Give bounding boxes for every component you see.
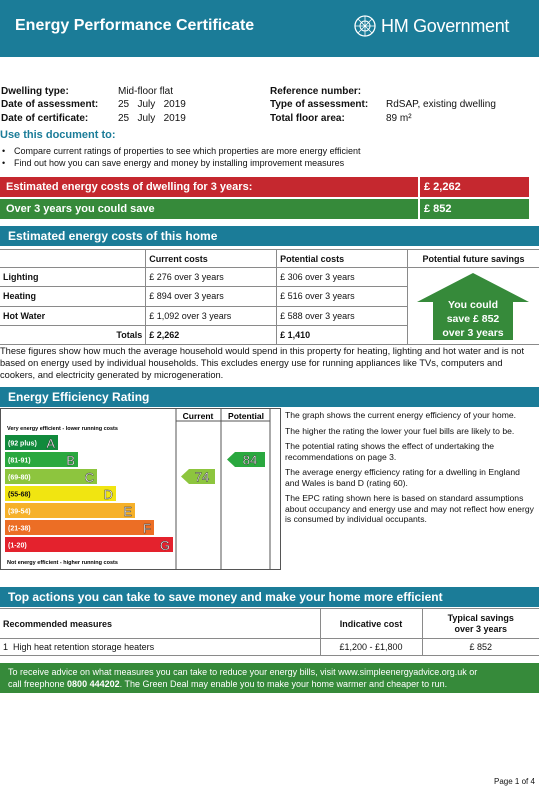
dwelling-type-value: Mid-floor flat [118,86,174,97]
advice-line-1: To receive advice on what measures you can take to reduce your energy bills, visit www.simpleenergyadvice.org.uk or [8,667,478,677]
table-row [0,639,539,656]
bottom-note: Not energy efficient - higher running costs [7,560,118,566]
advice-line-2: call freephone 0800 444202. The Green Deal may enable you to make your home warmer and cheaper to run. [8,679,448,689]
explanation-text: The potential rating shows the effect of undertaking the recommendations on page 3. [285,441,495,462]
logo-text: HM Government [381,15,510,36]
dwelling-type-label: Dwelling type: [1,86,69,97]
header-measures: Recommended measures [0,609,320,639]
band-letter-label: B [66,453,75,468]
savings-bar [0,199,529,219]
totals-potential: £ 1,410 [277,325,408,344]
floor-area-value: 89 m² [386,113,412,124]
row-potential: £ 516 over 3 years [277,287,408,306]
band-range-label: (92 plus) [8,440,37,448]
header-potential-costs: Potential costs [277,250,408,268]
band-range-label: (69-80) [8,474,31,482]
actions-table [0,608,539,656]
savings-arrow-cell [407,268,539,345]
band-range-label: (1-20) [8,542,27,550]
savings-line-1: You could [447,299,498,311]
row-current: £ 1,092 over 3 years [146,306,277,325]
totals-label: Totals [0,325,146,344]
band-letter-label: E [123,504,132,519]
explanation-text: The average energy efficiency rating for a dwelling in England and Wales is band D (rating 60). [285,467,520,488]
section-energy-efficiency: Energy Efficiency Rating [0,387,539,407]
savings-line-2: save £ 852 [446,313,500,325]
table-header-row [0,609,539,639]
page-number: Page 1 of 4 [494,777,535,786]
row-potential: £ 588 over 3 years [277,306,408,325]
measure-name: High heat retention storage heaters [13,642,155,652]
crest-icon [354,15,376,37]
estimated-costs-value: £ 2,262 [424,181,461,193]
costs-table [0,249,539,345]
row-label: Hot Water [0,306,146,325]
type-assessment-value: RdSAP, existing dwelling [386,99,496,110]
measure-number: 1 [3,642,9,652]
advice-footer [0,663,539,693]
band-letter-label: G [159,538,170,553]
explanation-text: The higher the rating the lower your fuel bills are likely to be. [285,425,515,436]
row-label: Heating [0,287,146,306]
efficiency-rating-chart [1,409,280,569]
section-estimated-costs: Estimated energy costs of this home [0,226,539,246]
bullet-item: • Find out how you can save energy and money by installing improvement measures [2,158,345,168]
hm-government-logo [354,15,509,37]
measure-cell [0,639,320,656]
current-header: Current [182,411,214,421]
explanation-text: The EPC rating shown here is based on standard assumptions about occupancy and energy use and may not reflect how energy is consumed by individual occupants. [285,493,534,524]
band-range-label: (81-91) [8,457,31,465]
savings-label: Over 3 years you could save [6,203,155,215]
row-current: £ 276 over 3 years [146,268,277,287]
band-letter-label: D [103,487,113,502]
row-label: Lighting [0,268,146,287]
header-current-costs: Current costs [146,250,277,268]
totals-current: £ 2,262 [146,325,277,344]
rating-markers [181,452,265,485]
efficiency-explanation [285,410,535,530]
potential-header: Potential [228,411,264,421]
section-top-actions: Top actions you can take to save money and make your home more efficient [0,587,539,607]
header-future-savings: Potential future savings [407,250,539,268]
rating-band-g [5,537,173,552]
savings-line-3: over 3 years [442,327,504,339]
row-potential: £ 306 over 3 years [277,268,408,287]
rating-bands [5,435,173,553]
freephone-number: 0800 444202 [67,679,120,689]
band-range-label: (39-54) [8,508,31,516]
potential-rating-value: 84 [242,452,258,468]
date-certificate-label: Date of certificate: [1,113,89,124]
date-assessment-value: 25 July 2019 [118,99,186,110]
band-range-label: (21-38) [8,525,31,533]
savings-value: £ 852 [424,203,452,215]
explanation-text: The graph shows the current energy efficiency of your home. [285,410,517,420]
table-row [0,268,539,287]
row-current: £ 894 over 3 years [146,287,277,306]
band-letter-label: C [84,470,94,485]
measure-cost: £1,200 - £1,800 [320,639,422,656]
bullet-item: • Compare current ratings of properties to see which properties are more energy efficient [2,146,361,156]
header-savings: Typical savings over 3 years [422,609,539,639]
estimated-costs-label: Estimated energy costs of dwelling for 3 years: [6,181,253,193]
header-banner [0,0,539,57]
energy-efficiency-graph [0,408,281,570]
savings-arrow [408,268,539,344]
bar-divider [418,177,420,197]
header-cost: Indicative cost [320,609,422,639]
band-letter-label: F [143,521,151,536]
floor-area-label: Total floor area: [270,113,345,124]
current-rating-value: 74 [194,469,210,485]
measure-saving: £ 852 [422,639,539,656]
date-assessment-label: Date of assessment: [1,99,99,110]
page-title: Energy Performance Certificate [15,17,255,34]
band-range-label: (55-68) [8,491,31,499]
band-letter-label: A [46,436,55,451]
use-bullets [0,146,361,170]
use-document-title: Use this document to: [0,129,116,141]
table-header-row [0,250,539,268]
estimated-costs-bar [0,177,529,197]
reference-label: Reference number: [270,86,362,97]
type-assessment-label: Type of assessment: [270,99,369,110]
costs-explanation: These figures show how much the average household would spend in this property for heating, lighting and hot water and is not based on energy used by individual households. This excludes energy use for running appliances like TVs, computers and cookers, and electricity generated by microgeneration. [0,346,525,380]
top-note: Very energy efficient - lower running costs [7,426,118,432]
bar-divider [418,199,420,219]
date-certificate-value: 25 July 2019 [118,113,186,124]
